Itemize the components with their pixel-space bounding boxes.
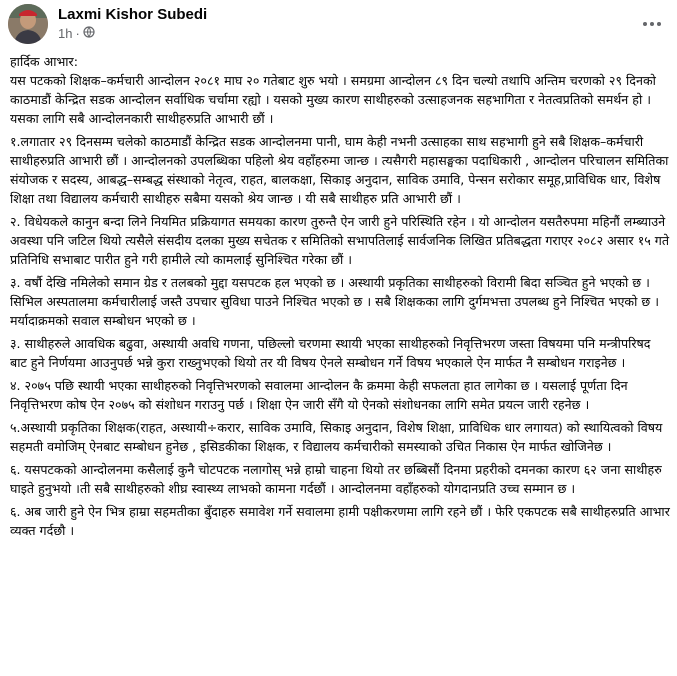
post-paragraph: १.लगातार २९ दिनसम्म चलेको काठमाडौं केन्द्रित सडक आन्दोलनमा पानी, घाम केही नभनी उत्साहका साथ सहभागी हुने सबै शिक्षक–कर्मचारी साथीहरुप्रति आभारी छौं । आन्दोलनको उपलब्धिका पहिलो श्रेय वहाँहरुमा जान्छ । त्यसैगरी महासङ्घका पदाधिकारी , आन्दोलन परिचालन समितिका संयोजक र सदस्य, आबद्ध–सम्बद्ध संस्थाको नेतृत्व, राहत, बालकक्षा, सिकाइ अनुदान, साविक उमावि, पेन्सन सरोकार समूह,प्राविधिक धार, विशेष शिक्षा तथा विद्यालय कर्मचारी साथीहरु सबैमा यसको श्रेय जान्छ । यी सबै साथीहरु प्रति आभारी छौं । [10,134,669,206]
post-body [10,52,670,544]
avatar-photo [8,4,48,44]
post-paragraph: ६. यसपटकको आन्दोलनमा कसैलाई कुनै चोटपटक नलागोस् भन्ने हाम्रो चाहना थियो तर छब्बिसौं दिनमा प्रहरीको दमनका कारण ६२ जना साथीहरु घाइते हुनुभयो ।ती सबै साथीहरुको शीघ्र स्वास्थ्य लाभको कामना गर्दछौं । आन्दोलनमा वहाँहरुको योगदानप्रति उच्च सम्मान छ । [10,462,662,496]
globe-icon [83,26,95,41]
author-name[interactable]: Laxmi Kishor Subedi [58,6,208,23]
avatar[interactable] [8,4,48,44]
post-paragraph: ३. वर्षौ देखि नमिलेको समान ग्रेड र तलबको मुद्दा यसपटक हल भएको छ । अस्थायी प्रकृतिका साथीहरुको विरामी बिदा सञ्चित हुने भएको छ । सिभिल अस्पतालमा कर्मचारीलाई जस्तै उपचार सुविधा पाउने निश्चित भएको छ । सबै शिक्षकका लागि दुर्गमभत्ता उपलब्ध हुने निश्चित भएको छ । मर्यादाक्रमको सवाल सम्बोधन भएको छ । [10,275,659,328]
greeting-line: हार्दिक आभार: [10,54,78,69]
post-paragraph: ३. साथीहरुले आवधिक बढुवा, अस्थायी अवधि गणना, पछिल्लो चरणमा स्थायी भएका साथीहरुको निवृत्तिभरण जस्ता विषयमा पनि मन्त्रीपरिषद बाट हुने निर्णयमा आउनुपर्छ भन्ने कुरा राख्नुभएको थियो तर यी विषय ऐनले सम्बोधन गर्ने विषय भएकाले ऐन मार्फत नै सम्बोधन गराइनेछ । [10,336,651,370]
meta-separator: · [75,26,80,41]
post-time[interactable]: 1h [58,26,73,41]
more-options-icon[interactable] [640,12,664,36]
post-paragraph: ४. २०७५ पछि स्थायी भएका साथीहरुको निवृत्तिभरणको सवालमा आन्दोलन कै क्रममा केही सफलता हात लागेका छ । यसलाई पूर्णता दिन निवृत्तिभरण कोष ऐन २०७५ को संशोधन गराउनु पर्छ । शिक्षा ऐन जारी सँगै यो ऐनको संशोधनका लागि समेत प्रयत्न जारी रहनेछ । [10,378,628,412]
post-header [8,4,668,48]
post-paragraph: २. विधेयकले कानुन बन्दा लिने नियमित प्रक्रियागत समयका कारण तुरुन्तै ऐन जारी हुने परिस्थिति रहेन । यो आन्दोलन यसतैरुपमा महिनौं लम्ब्याउने अवस्था पनि जटिल थियो त्यसैले संसदीय दलका मुख्य सचेतक र समितिको सभापतिलाई सार्वजनिक लिखित प्रतिबद्धता गराएर २०८२ असार १५ गते प्रतिनिधि सभाबाट पारीत हुने गरी हामीले त्यो कामलाई सुनिश्चित गरेका छौं । [10,214,670,267]
post-paragraph: यस पटकको शिक्षक–कर्मचारी आन्दोलन २०८१ माघ २० गतेबाट शुरु भयो । समग्रमा आन्दोलन ८९ दिन चल्यो तथापि अन्तिम चरणको २९ दिनको काठमाडौं केन्द्रित सडक आन्दोलन सर्वाधिक चर्चामा रह्यो । यसको मुख्य कारण साथीहरुको उत्साहजनक सहभागिता र नेतत्वप्रतिको समर्थन हो । यसका लागि सबै आन्दोलनकारी साथीहरुप्रति आभारी छौं । [10,73,656,126]
post-paragraph: ५.अस्थायी प्रकृतिका शिक्षक(राहत, अस्थायी÷करार, साविक उमावि, सिकाइ अनुदान, विशेष शिक्षा, प्राविधिक धार लगायत) को स्थायित्वको विषय सहमती वमोजिम् ऐनबाट सम्बोधन हुनेछ , इसिडकीका शिक्षक, र विद्यालय कर्मचारीको समस्याको उचित निकास ऐन मार्फत खोजिनेछ । [10,420,663,454]
post-paragraph: ६. अब जारी हुने ऐन भित्र हाम्रा सहमतीका बुँदाहरु समावेश गर्ने सवालमा हामी पक्षीकरणमा लागि रहने छौं । फेरि एकपटक सबै साथीहरुप्रति आभार व्यक्त गर्दछौ । [10,504,670,538]
post-meta [58,26,95,41]
